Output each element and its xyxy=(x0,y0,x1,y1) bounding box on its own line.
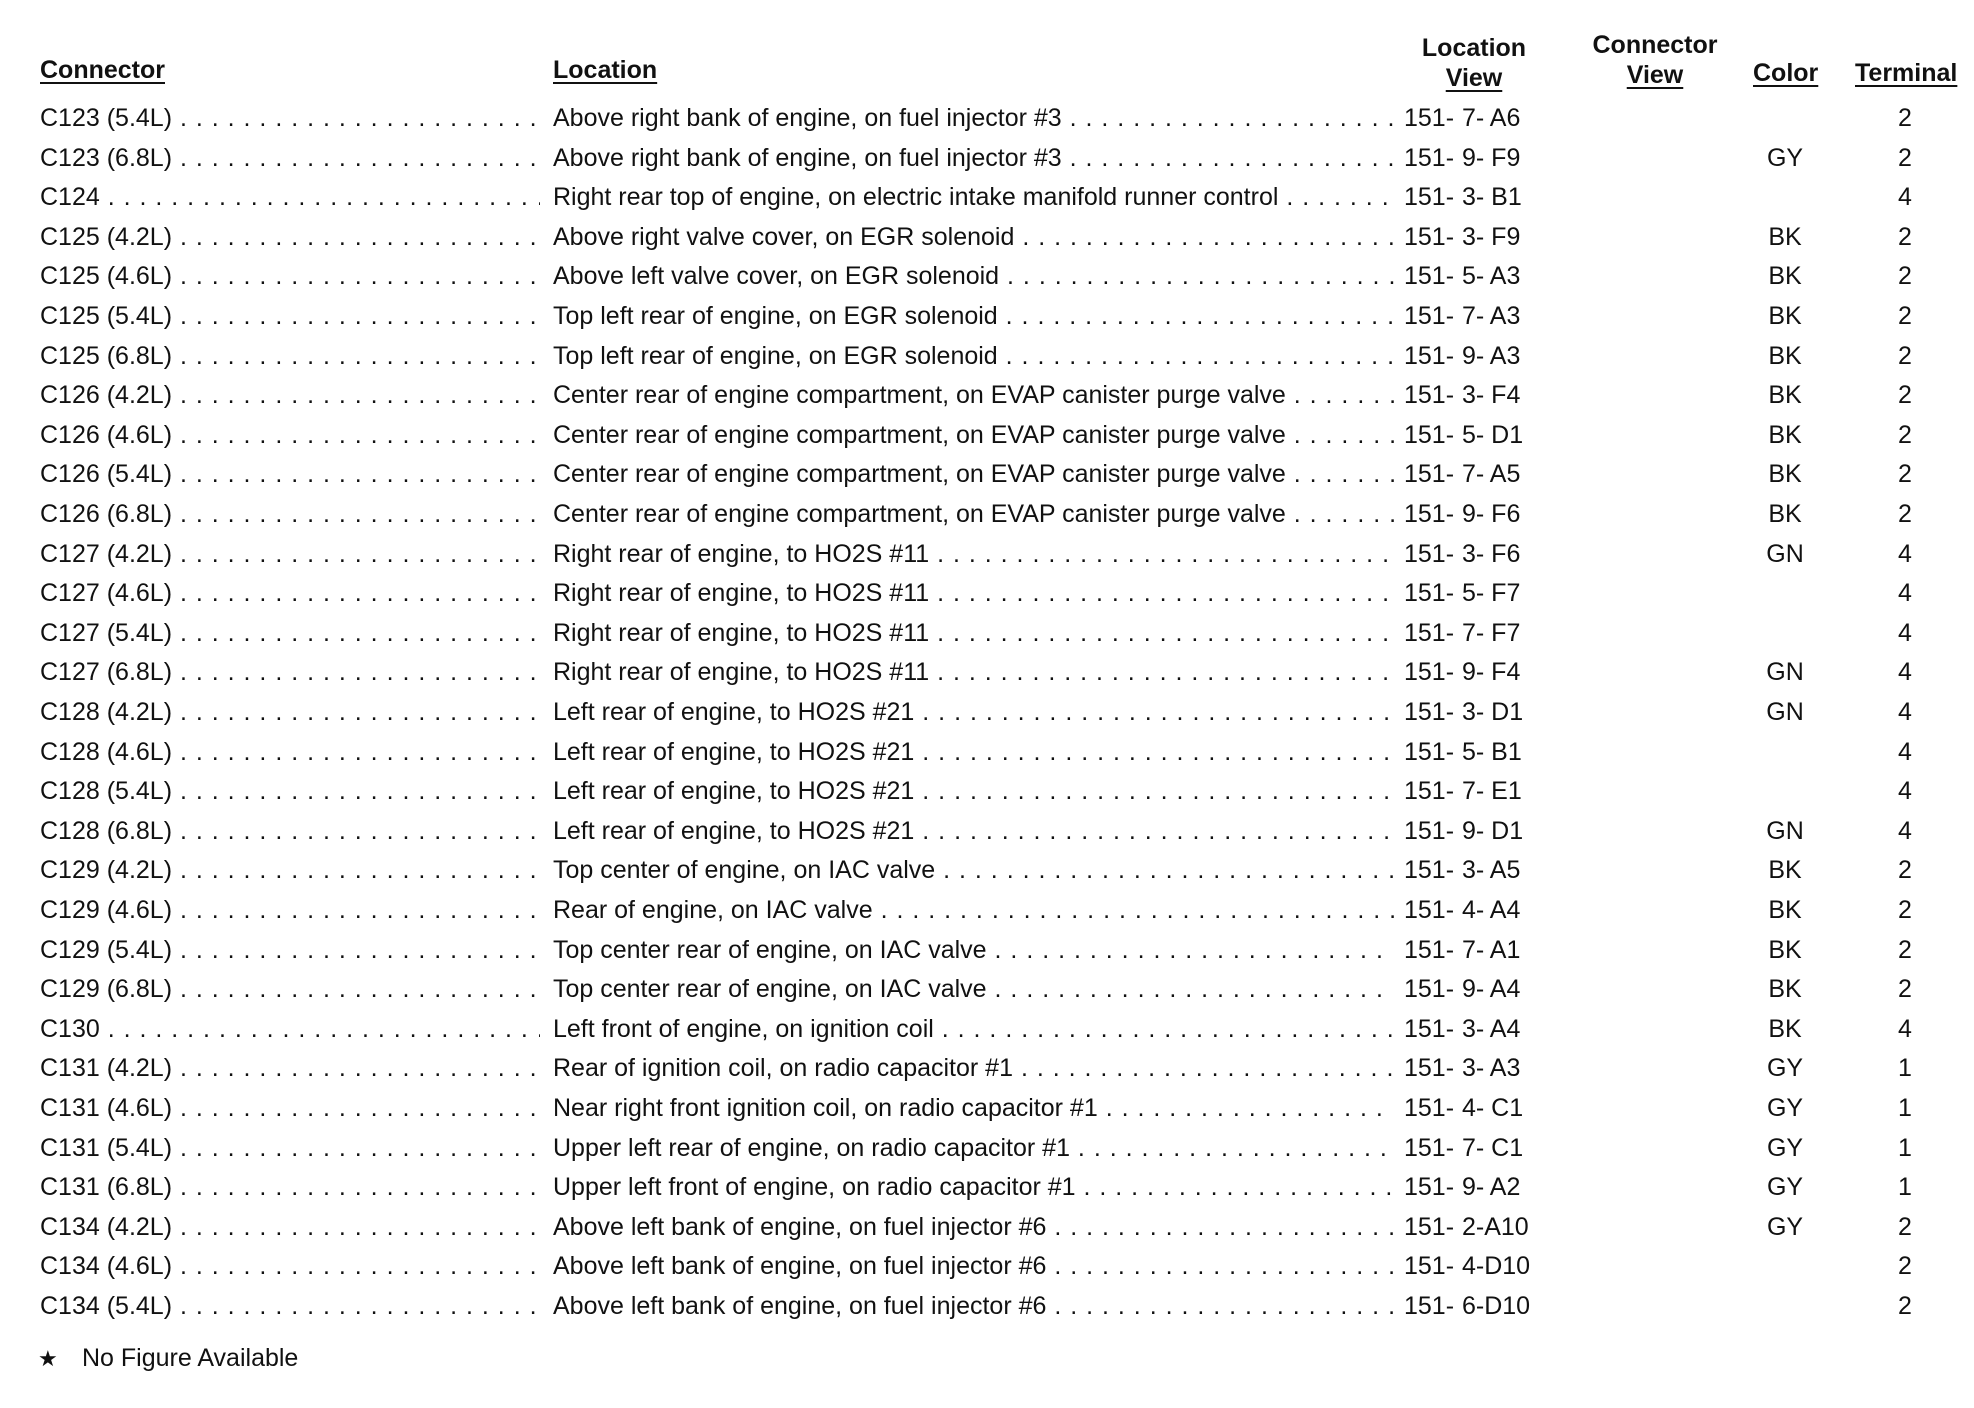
terminal-cell: 2 xyxy=(1898,381,1912,410)
location-view-grid-cell: 2-A10 xyxy=(1462,1212,1529,1241)
location-view-grid-cell: 5- F7 xyxy=(1462,579,1521,608)
location-view-grid-cell: 7- A6 xyxy=(1462,104,1521,132)
location-cell: Center rear of engine compartment, on EVAP canister purge valve . . . xyxy=(553,375,1394,415)
table-row xyxy=(0,217,1974,257)
location-view-page-cell: 151- xyxy=(1404,1014,1455,1043)
table-row xyxy=(0,652,1974,692)
location-cell: Above left bank of engine, on fuel injector #6 . . . xyxy=(553,1246,1394,1286)
location-cell: Left rear of engine, to HO2S #21 . . . xyxy=(553,732,1394,772)
connector-cell: C130 . . . xyxy=(40,1009,540,1049)
terminal-cell: 2 xyxy=(1898,935,1912,964)
location-cell: Near right front ignition coil, on radio capacitor #1 . . . xyxy=(553,1088,1394,1128)
location-view-grid-cell: 7- A3 xyxy=(1462,302,1521,330)
color-cell: BK xyxy=(1768,222,1802,251)
terminal-cell: 2 xyxy=(1898,262,1912,291)
table-row xyxy=(0,1088,1974,1128)
location-view-grid-cell: 7- E1 xyxy=(1462,777,1522,806)
location-view-page-cell: 151- xyxy=(1404,222,1455,251)
color-cell: BK xyxy=(1768,856,1802,885)
location-view-page-cell: 151- xyxy=(1404,1054,1455,1083)
location-cell: Right rear top of engine, on electric intake manifold runner control . . . xyxy=(553,177,1394,217)
location-view-grid-cell: 3- A4 xyxy=(1462,1014,1521,1043)
location-cell: Top center rear of engine, on IAC valve . . . xyxy=(553,969,1394,1009)
location-view-grid-cell: 5- A3 xyxy=(1462,262,1521,291)
connector-cell: C131 (6.8L) . . . xyxy=(40,1167,540,1207)
terminal-cell: 2 xyxy=(1898,420,1912,449)
location-view-page-cell: 151- xyxy=(1404,1133,1455,1162)
header-connector-view-line2: View xyxy=(1626,61,1684,89)
location-view-page-cell: 151- xyxy=(1404,896,1455,924)
connector-cell: C128 (4.6L) . . . xyxy=(40,732,540,772)
terminal-cell: 2 xyxy=(1898,222,1912,251)
location-cell: Above left valve cover, on EGR solenoid . . . xyxy=(553,256,1394,296)
table-row xyxy=(0,930,1974,970)
location-view-page-cell: 151- xyxy=(1404,1252,1455,1281)
header-terminal: Terminal xyxy=(1855,59,1958,87)
location-view-page-cell: 151- xyxy=(1404,262,1455,291)
table-row xyxy=(0,534,1974,574)
location-view-grid-cell: 4- C1 xyxy=(1462,1094,1524,1122)
color-cell: GY xyxy=(1766,1094,1804,1122)
location-cell: Top left rear of engine, on EGR solenoid . . . xyxy=(553,296,1394,336)
terminal-cell: 2 xyxy=(1898,896,1912,924)
terminal-cell: 2 xyxy=(1898,1212,1912,1241)
location-cell: Right rear of engine, to HO2S #11 . . . xyxy=(553,652,1394,692)
location-view-page-cell: 151- xyxy=(1404,1094,1455,1122)
connector-cell: C128 (6.8L) . . . xyxy=(40,811,540,851)
location-view-grid-cell: 7- A1 xyxy=(1462,935,1521,964)
terminal-cell: 4 xyxy=(1898,1014,1912,1043)
location-view-page-cell: 151- xyxy=(1404,302,1455,330)
table-row xyxy=(0,454,1974,494)
table-row xyxy=(0,1128,1974,1168)
location-cell: Top left rear of engine, on EGR solenoid . . . xyxy=(553,336,1394,376)
location-view-page-cell: 151- xyxy=(1404,420,1455,449)
connector-cell: C131 (4.2L) . . . xyxy=(40,1048,540,1088)
table-row xyxy=(0,177,1974,217)
connector-cell: C126 (4.2L) . . . xyxy=(40,375,540,415)
header-location: Location xyxy=(553,56,658,84)
location-cell: Above right bank of engine, on fuel injector #3 . . . xyxy=(553,98,1394,138)
connector-cell: C125 (4.2L) . . . xyxy=(40,217,540,257)
location-view-page-cell: 151- xyxy=(1404,1212,1455,1241)
table-row xyxy=(0,138,1974,178)
location-view-page-cell: 151- xyxy=(1404,381,1455,410)
connector-cell: C127 (4.6L) . . . xyxy=(40,573,540,613)
location-cell: Top center rear of engine, on IAC valve . . . xyxy=(553,930,1394,970)
terminal-cell: 4 xyxy=(1898,698,1912,726)
table-row xyxy=(0,890,1974,930)
location-view-grid-cell: 7- A5 xyxy=(1462,460,1521,489)
location-view-page-cell: 151- xyxy=(1404,935,1455,964)
table-row xyxy=(0,256,1974,296)
terminal-cell: 4 xyxy=(1898,816,1912,845)
location-cell: Above right bank of engine, on fuel injector #3 . . . xyxy=(553,138,1394,178)
color-cell: GY xyxy=(1766,1054,1804,1083)
location-view-grid-cell: 5- D1 xyxy=(1462,420,1524,449)
color-cell: GN xyxy=(1766,816,1804,845)
table-row xyxy=(0,811,1974,851)
color-cell: BK xyxy=(1768,381,1802,410)
location-view-grid-cell: 5- B1 xyxy=(1462,737,1522,766)
connector-cell: C123 (6.8L) . . . xyxy=(40,138,540,178)
header-location-view-line2: View xyxy=(1445,64,1503,92)
color-cell: BK xyxy=(1768,341,1802,370)
connector-cell: C124 . . . xyxy=(40,177,540,217)
connector-cell: C129 (4.2L) . . . xyxy=(40,850,540,890)
connector-cell: C126 (5.4L) . . . xyxy=(40,454,540,494)
terminal-cell: 4 xyxy=(1898,579,1912,608)
table-row xyxy=(0,771,1974,811)
terminal-cell: 2 xyxy=(1898,104,1912,132)
location-view-page-cell: 151- xyxy=(1404,143,1455,172)
location-view-grid-cell: 9- A4 xyxy=(1462,975,1521,1004)
location-view-page-cell: 151- xyxy=(1404,618,1455,647)
terminal-cell: 2 xyxy=(1898,302,1912,330)
terminal-cell: 4 xyxy=(1898,539,1912,568)
table-row xyxy=(0,573,1974,613)
terminal-cell: 2 xyxy=(1898,856,1912,885)
color-cell: GN xyxy=(1766,698,1804,726)
color-cell: BK xyxy=(1768,420,1802,449)
connector-cell: C123 (5.4L) . . . xyxy=(40,98,540,138)
connector-cell: C128 (5.4L) . . . xyxy=(40,771,540,811)
terminal-cell: 4 xyxy=(1898,183,1912,212)
color-cell: GY xyxy=(1766,1173,1804,1202)
location-cell: Rear of engine, on IAC valve . . . xyxy=(553,890,1394,930)
table-row xyxy=(0,494,1974,534)
location-cell: Right rear of engine, to HO2S #11 . . . xyxy=(553,573,1394,613)
connector-cell: C127 (5.4L) . . . xyxy=(40,613,540,653)
location-cell: Upper left rear of engine, on radio capacitor #1 . . . xyxy=(553,1128,1394,1168)
location-view-page-cell: 151- xyxy=(1404,737,1455,766)
color-cell: BK xyxy=(1768,302,1802,330)
connector-cell: C129 (5.4L) . . . xyxy=(40,930,540,970)
color-cell: BK xyxy=(1768,975,1802,1004)
table-row xyxy=(0,1286,1974,1326)
terminal-cell: 2 xyxy=(1898,143,1912,172)
location-cell: Left front of engine, on ignition coil . . . xyxy=(553,1009,1394,1049)
location-cell: Upper left front of engine, on radio capacitor #1 . . . xyxy=(553,1167,1394,1207)
connector-cell: C126 (6.8L) . . . xyxy=(40,494,540,534)
location-view-grid-cell: 9- F9 xyxy=(1462,143,1521,172)
location-view-page-cell: 151- xyxy=(1404,856,1455,885)
table-row xyxy=(0,296,1974,336)
location-view-page-cell: 151- xyxy=(1404,183,1455,212)
location-cell: Center rear of engine compartment, on EVAP canister purge valve . . . xyxy=(553,454,1394,494)
connector-cell: C126 (4.6L) . . . xyxy=(40,415,540,455)
color-cell: BK xyxy=(1768,1014,1802,1043)
location-view-page-cell: 151- xyxy=(1404,816,1455,845)
table-row xyxy=(0,375,1974,415)
location-cell: Rear of ignition coil, on radio capacitor #1 . . . xyxy=(553,1048,1394,1088)
color-cell: GY xyxy=(1766,1212,1804,1241)
location-view-page-cell: 151- xyxy=(1404,777,1455,806)
location-cell: Top center of engine, on IAC valve . . . xyxy=(553,850,1394,890)
location-view-page-cell: 151- xyxy=(1404,341,1455,370)
terminal-cell: 4 xyxy=(1898,737,1912,766)
connector-cell: C131 (4.6L) . . . xyxy=(40,1088,540,1128)
table-row xyxy=(0,732,1974,772)
location-view-page-cell: 151- xyxy=(1404,500,1455,528)
terminal-cell: 4 xyxy=(1898,618,1912,647)
terminal-cell: 4 xyxy=(1898,658,1912,687)
terminal-cell: 4 xyxy=(1898,777,1912,806)
table-row xyxy=(0,1246,1974,1286)
table-row xyxy=(0,1207,1974,1247)
color-cell: BK xyxy=(1768,460,1802,489)
header-location-view-line1: Location xyxy=(1421,34,1527,62)
location-cell: Left rear of engine, to HO2S #21 . . . xyxy=(553,692,1394,732)
location-cell: Center rear of engine compartment, on EVAP canister purge valve . . . xyxy=(553,494,1394,534)
location-view-grid-cell: 9- D1 xyxy=(1462,816,1524,845)
header-connector-view xyxy=(1580,30,1730,90)
connector-cell: C134 (5.4L) . . . xyxy=(40,1286,540,1326)
footnote-text: No Figure Available xyxy=(82,1344,299,1372)
star-icon: ★ xyxy=(38,1346,58,1371)
location-view-page-cell: 151- xyxy=(1404,539,1455,568)
footnote xyxy=(38,1338,298,1379)
color-cell: GY xyxy=(1766,1133,1804,1162)
connector-cell: C127 (6.8L) . . . xyxy=(40,652,540,692)
terminal-cell: 1 xyxy=(1898,1173,1912,1202)
location-view-page-cell: 151- xyxy=(1404,1292,1455,1320)
connector-cell: C128 (4.2L) . . . xyxy=(40,692,540,732)
header-color: Color xyxy=(1753,59,1819,87)
header-connector: Connector xyxy=(40,56,165,84)
terminal-cell: 1 xyxy=(1898,1054,1912,1083)
location-view-page-cell: 151- xyxy=(1404,975,1455,1004)
table-row xyxy=(0,336,1974,376)
color-cell: GN xyxy=(1766,658,1804,687)
color-cell: BK xyxy=(1768,896,1802,924)
location-cell: Above left bank of engine, on fuel injector #6 . . . xyxy=(553,1286,1394,1326)
location-view-grid-cell: 9- F6 xyxy=(1462,500,1521,528)
location-view-grid-cell: 7- C1 xyxy=(1462,1133,1524,1162)
connector-cell: C131 (5.4L) . . . xyxy=(40,1128,540,1168)
terminal-cell: 2 xyxy=(1898,1292,1912,1320)
connector-cell: C129 (6.8L) . . . xyxy=(40,969,540,1009)
color-cell: BK xyxy=(1768,935,1802,964)
terminal-cell: 2 xyxy=(1898,1252,1912,1281)
location-view-page-cell: 151- xyxy=(1404,658,1455,687)
location-cell: Right rear of engine, to HO2S #11 . . . xyxy=(553,534,1394,574)
location-view-grid-cell: 3- F9 xyxy=(1462,222,1521,251)
connector-cell: C134 (4.6L) . . . xyxy=(40,1246,540,1286)
location-view-grid-cell: 4- A4 xyxy=(1462,896,1521,924)
terminal-cell: 2 xyxy=(1898,341,1912,370)
location-view-grid-cell: 3- F4 xyxy=(1462,381,1521,410)
terminal-cell: 2 xyxy=(1898,975,1912,1004)
location-cell: Right rear of engine, to HO2S #11 . . . xyxy=(553,613,1394,653)
color-cell: GY xyxy=(1766,143,1804,172)
table-row xyxy=(0,1048,1974,1088)
location-cell: Center rear of engine compartment, on EVAP canister purge valve . . . xyxy=(553,415,1394,455)
location-cell: Left rear of engine, to HO2S #21 . . . xyxy=(553,811,1394,851)
location-view-grid-cell: 3- B1 xyxy=(1462,183,1522,212)
connector-cell: C125 (6.8L) . . . xyxy=(40,336,540,376)
color-cell: BK xyxy=(1768,262,1802,291)
location-view-grid-cell: 7- F7 xyxy=(1462,618,1521,647)
location-view-page-cell: 151- xyxy=(1404,460,1455,489)
connector-cell: C125 (4.6L) . . . xyxy=(40,256,540,296)
terminal-cell: 1 xyxy=(1898,1094,1912,1122)
color-cell: BK xyxy=(1768,500,1802,528)
location-view-grid-cell: 6-D10 xyxy=(1462,1292,1531,1320)
connector-cell: C125 (5.4L) . . . xyxy=(40,296,540,336)
header-connector-view-line1: Connector xyxy=(1592,31,1718,59)
table-row xyxy=(0,1167,1974,1207)
location-view-grid-cell: 3- A3 xyxy=(1462,1054,1521,1083)
location-view-grid-cell: 4-D10 xyxy=(1462,1252,1531,1281)
connector-cell: C134 (4.2L) . . . xyxy=(40,1207,540,1247)
location-view-grid-cell: 3- D1 xyxy=(1462,698,1524,726)
location-cell: Above right valve cover, on EGR solenoid . . . xyxy=(553,217,1394,257)
color-cell: GN xyxy=(1766,539,1804,568)
table-row xyxy=(0,850,1974,890)
header-location-view xyxy=(1404,33,1544,93)
terminal-cell: 2 xyxy=(1898,460,1912,489)
terminal-cell: 1 xyxy=(1898,1133,1912,1162)
terminal-cell: 2 xyxy=(1898,500,1912,528)
connector-cell: C127 (4.2L) . . . xyxy=(40,534,540,574)
table-row xyxy=(0,692,1974,732)
location-view-page-cell: 151- xyxy=(1404,579,1455,608)
location-view-grid-cell: 3- F6 xyxy=(1462,539,1521,568)
table-row xyxy=(0,613,1974,653)
location-view-page-cell: 151- xyxy=(1404,1173,1455,1202)
location-view-grid-cell: 9- A2 xyxy=(1462,1173,1521,1202)
location-view-page-cell: 151- xyxy=(1404,698,1455,726)
table-row xyxy=(0,1009,1974,1049)
location-cell: Left rear of engine, to HO2S #21 . . . xyxy=(553,771,1394,811)
location-cell: Above left bank of engine, on fuel injector #6 . . . xyxy=(553,1207,1394,1247)
table-row xyxy=(0,969,1974,1009)
location-view-grid-cell: 3- A5 xyxy=(1462,856,1521,885)
location-view-page-cell: 151- xyxy=(1404,104,1455,132)
connector-cell: C129 (4.6L) . . . xyxy=(40,890,540,930)
location-view-grid-cell: 9- A3 xyxy=(1462,341,1521,370)
location-view-grid-cell: 9- F4 xyxy=(1462,658,1521,687)
table-row xyxy=(0,415,1974,455)
table-row xyxy=(0,98,1974,138)
